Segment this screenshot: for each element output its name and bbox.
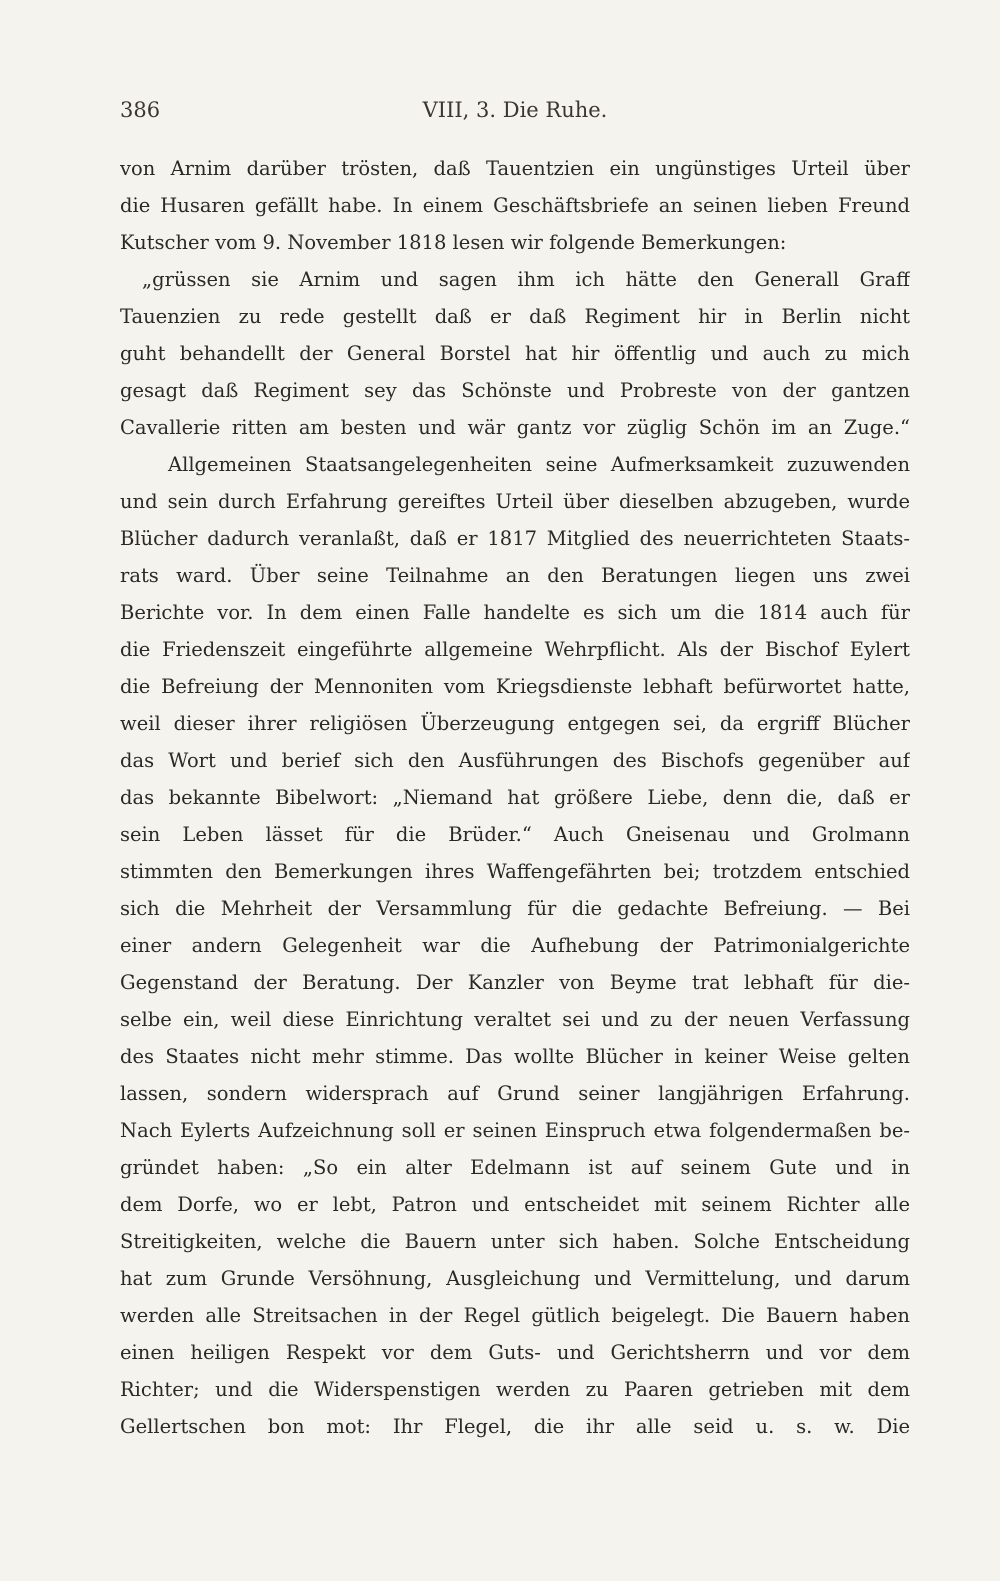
text-line: von Arnim darüber trösten, daß Tauentzien ein ungünstiges Urteil über [120,157,910,180]
text-line: Nach Eylerts Aufzeichnung soll er seinen Einspruch etwa folgendermaßen be- [120,1119,910,1142]
text-line: einen heiligen Respekt vor dem Guts- und Gerichtsherrn und vor dem [120,1341,910,1364]
text-line: Gegenstand der Beratung. Der Kanzler von Beyme trat lebhaft für die- [120,971,910,994]
text-line: Allgemeinen Staatsangelegenheiten seine Aufmerksamkeit zuzuwenden [168,453,910,476]
text-line: hat zum Grunde Versöhnung, Ausgleichung und Vermittelung, und darum [120,1267,910,1290]
text-line: und sein durch Erfahrung gereiftes Urteil über dieselben abzugeben, wurde [120,490,910,513]
text-line: einer andern Gelegenheit war die Aufhebung der Patrimonialgerichte [120,934,910,957]
running-head [120,98,910,132]
running-title: VIII, 3. Die Ruhe. [422,98,608,122]
text-line: das bekannte Bibelwort: „Niemand hat größere Liebe, denn die, daß er [120,786,910,809]
text-line: die Husaren gefällt habe. In einem Geschäftsbriefe an seinen lieben Freund [120,194,910,217]
text-line: Streitigkeiten, welche die Bauern unter sich haben. Solche Entscheidung [120,1230,910,1253]
text-line: Kutscher vom 9. November 1818 lesen wir folgende Bemerkungen: [120,231,787,254]
text-line: stimmten den Bemerkungen ihres Waffengefährten bei; trotzdem entschied [120,860,910,883]
text-line: werden alle Streitsachen in der Regel gütlich beigelegt. Die Bauern haben [120,1304,910,1327]
text-line: die Friedenszeit eingeführte allgemeine Wehrpflicht. Als der Bischof Eylert [120,638,910,661]
text-line: selbe ein, weil diese Einrichtung veraltet sei und zu der neuen Verfassung [120,1008,910,1031]
text-line: sich die Mehrheit der Versammlung für die gedachte Befreiung. — Bei [120,897,910,920]
text-line: sein Leben lässet für die Brüder.“ Auch Gneisenau und Grolmann [120,823,910,846]
text-line: weil dieser ihrer religiösen Überzeugung entgegen sei, da ergriff Blücher [120,712,910,735]
text-line: Berichte vor. In dem einen Falle handelte es sich um die 1814 auch für [120,601,910,624]
text-line: Blücher dadurch veranlaßt, daß er 1817 Mitglied des neuerrichteten Staats- [120,527,910,550]
page-number: 386 [120,98,161,122]
body-text [120,150,910,1445]
text-line: gesagt daß Regiment sey das Schönste und Probreste von der gantzen [120,379,910,402]
text-line: rats ward. Über seine Teilnahme an den Beratungen liegen uns zwei [120,564,910,587]
text-line: lassen, sondern widersprach auf Grund seiner langjährigen Erfahrung. [120,1082,910,1105]
text-line: das Wort und berief sich den Ausführungen des Bischofs gegenüber auf [120,749,910,772]
text-line: dem Dorfe, wo er lebt, Patron und entscheidet mit seinem Richter alle [120,1193,910,1216]
text-line: „grüssen sie Arnim und sagen ihm ich hätte den Generall Graff [142,268,910,291]
text-line: des Staates nicht mehr stimme. Das wollte Blücher in keiner Weise gelten [120,1045,910,1068]
text-line: Tauenzien zu rede gestellt daß er daß Regiment hir in Berlin nicht [120,305,910,328]
text-line: guht behandellt der General Borstel hat hir öffentlig und auch zu mich [120,342,910,365]
text-line: gründet haben: „So ein alter Edelmann ist auf seinem Gute und in [120,1156,910,1179]
text-line: die Befreiung der Mennoniten vom Kriegsdienste lebhaft befürwortet hatte, [120,675,910,698]
text-line: Gellertschen bon mot: Ihr Flegel, die ihr alle seid u. s. w. Die [120,1415,910,1438]
text-line: Cavallerie ritten am besten und wär gantz vor züglig Schön im an Zuge.“ [120,416,910,439]
text-line: Richter; und die Widerspenstigen werden zu Paaren getrieben mit dem [120,1378,910,1401]
